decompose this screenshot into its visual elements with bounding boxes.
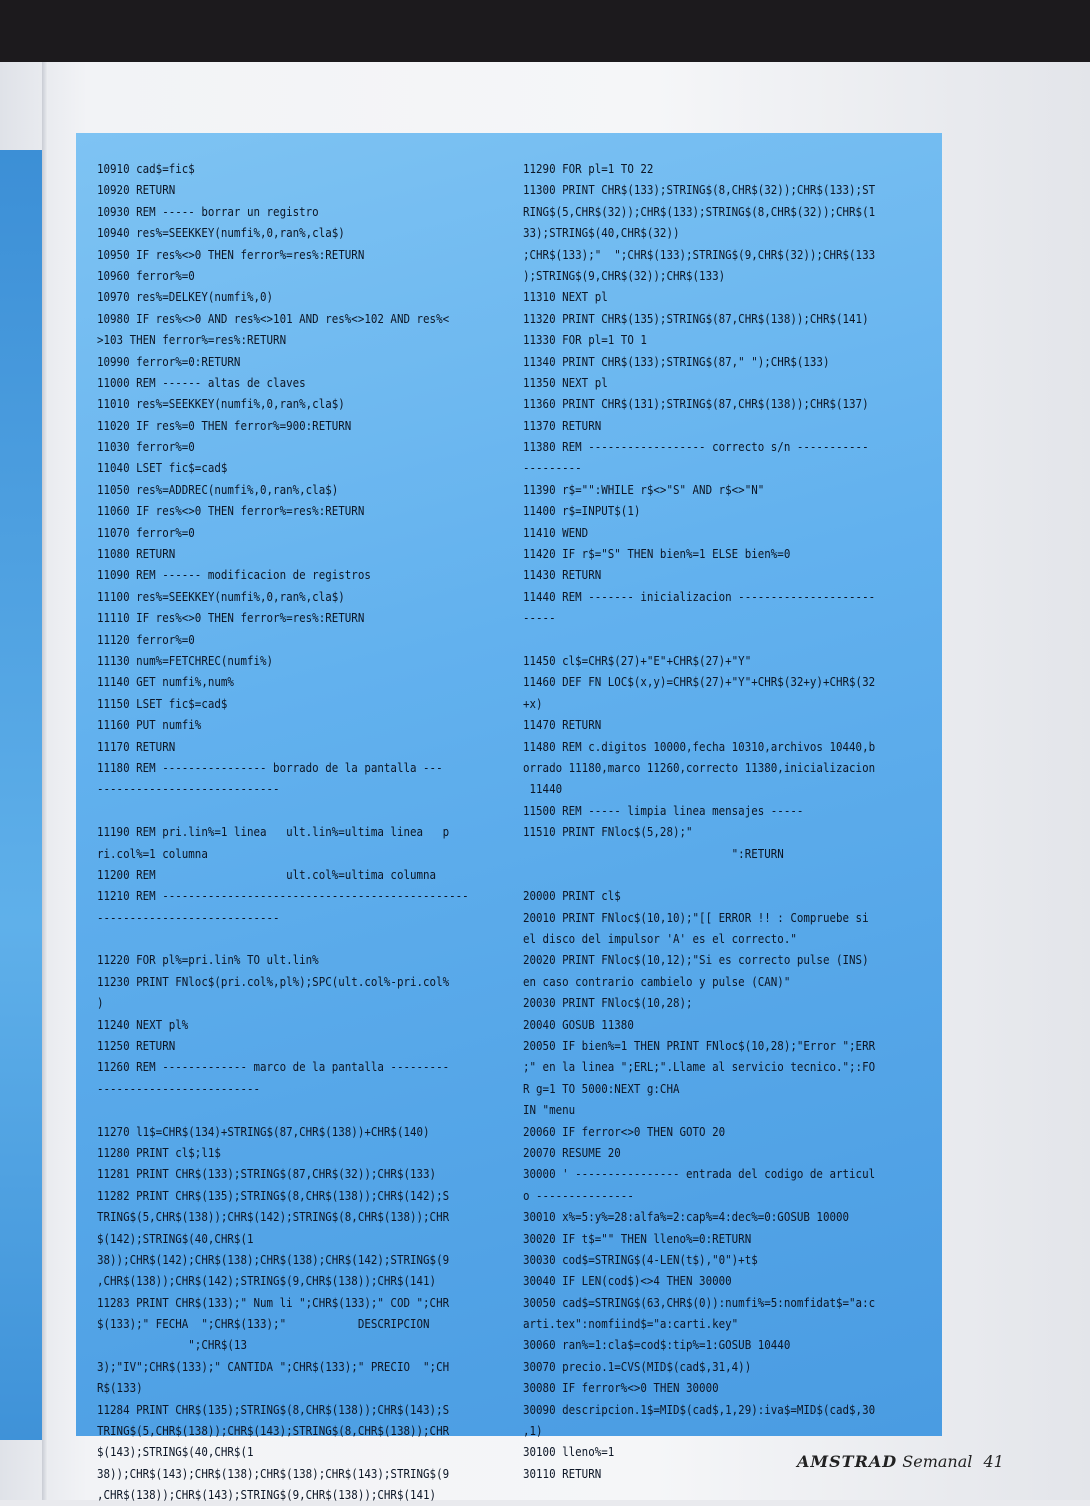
- code-line: 11000 REM ------ altas de claves: [97, 374, 306, 390]
- code-line: 10980 IF res%<>0 AND res%<>101 AND res%<>102 AND res%<: [97, 310, 450, 326]
- code-line: $(133);" FECHA ";CHR$(133);" DESCRIPCION: [97, 1316, 430, 1332]
- code-line: );STRING$(9,CHR$(32));CHR$(133): [523, 267, 726, 283]
- code-line: 11440 REM ------- inicializacion ---------------------: [523, 588, 876, 604]
- code-line: o ---------------: [523, 1187, 634, 1203]
- code-line: ":RETURN: [523, 845, 784, 861]
- code-line: 11510 PRINT FNloc$(5,28);": [523, 824, 693, 840]
- code-line: ---------: [523, 460, 582, 476]
- code-line: -------------------------: [97, 1080, 261, 1096]
- previous-page-strip: [0, 150, 42, 1440]
- code-line: ,CHR$(138));CHR$(143);STRING$(9,CHR$(138));CHR$(141): [97, 1487, 437, 1503]
- code-line: [97, 800, 469, 821]
- code-line: 11370 RETURN: [523, 417, 602, 433]
- code-line: 11360 PRINT CHR$(131);STRING$(87,CHR$(138));CHR$(137): [523, 396, 869, 412]
- magazine-brand: AMSTRAD: [797, 1452, 898, 1471]
- code-line: 30070 precio.1=CVS(MID$(cad$,31,4)): [523, 1358, 752, 1374]
- code-line: 11180 REM ---------------- borrado de la pantalla ---: [97, 759, 443, 775]
- code-line: 11060 IF res%<>0 THEN ferror%=res%:RETURN: [97, 503, 365, 519]
- code-line: arti.tex":nomfiind$="a:carti.key": [523, 1316, 739, 1332]
- code-line: 11290 FOR pl=1 TO 22: [523, 161, 654, 176]
- code-line: 11130 num%=FETCHREC(numfi%): [97, 652, 274, 668]
- code-line: 20000 PRINT cl$: [523, 888, 621, 904]
- code-line: 30050 cad$=STRING$(63,CHR$(0)):numfi%=5:nomfidat$="a:c: [523, 1294, 876, 1310]
- code-line: 11210 REM -----------------------------------------------: [97, 888, 469, 904]
- code-line: 11400 r$=INPUT$(1): [523, 503, 641, 519]
- code-line: 38));CHR$(142);CHR$(138);CHR$(138);CHR$(142);STRING$(9: [97, 1251, 450, 1267]
- code-line: 20010 PRINT FNloc$(10,10);"[[ ERROR !! : Compruebe si: [523, 909, 869, 925]
- page-gutter: [42, 62, 48, 1500]
- code-line: 10990 ferror%=0:RETURN: [97, 353, 241, 369]
- code-line: 30010 x%=5:y%=28:alfa%=2:cap%=4:dec%=0:GOSUB 10000: [523, 1209, 850, 1225]
- code-line: ----------------------------: [97, 909, 280, 925]
- code-line: 11440: [523, 781, 563, 797]
- code-line: 11330 FOR pl=1 TO 1: [523, 332, 647, 348]
- code-line: 11150 LSET fic$=cad$: [97, 695, 228, 711]
- code-line: 11230 PRINT FNloc$(pri.col%,pl%);SPC(ult.col%-pri.col%: [97, 973, 450, 989]
- listing-left-column: [97, 158, 469, 1506]
- code-line: 20070 RESUME 20: [523, 1144, 621, 1160]
- code-line: 11160 PUT numfi%: [97, 717, 202, 733]
- code-line: el disco del impulsor 'A' es el correcto.": [523, 931, 797, 947]
- code-line: 11350 NEXT pl: [523, 374, 608, 390]
- code-line: 10920 RETURN: [97, 182, 176, 198]
- code-line: orrado 11180,marco 11260,correcto 11380,inicializacion: [523, 759, 876, 775]
- code-line: ----------------------------: [97, 781, 280, 797]
- code-line: 30020 IF t$="" THEN lleno%=0:RETURN: [523, 1230, 752, 1246]
- code-line: 11284 PRINT CHR$(135);STRING$(8,CHR$(138));CHR$(143);S: [97, 1401, 450, 1417]
- code-line: 11320 PRINT CHR$(135);STRING$(87,CHR$(138));CHR$(141): [523, 310, 869, 326]
- code-line: IN "menu: [523, 1102, 576, 1118]
- code-line: ;CHR$(133);" ";CHR$(133);STRING$(9,CHR$(32));CHR$(133: [523, 246, 876, 262]
- code-line: 10940 res%=SEEKKEY(numfi%,0,ran%,cla$): [97, 225, 345, 241]
- code-line: ,CHR$(138));CHR$(142);STRING$(9,CHR$(138));CHR$(141): [97, 1273, 437, 1289]
- code-line: 11410 WEND: [523, 524, 589, 540]
- code-line: 30090 descripcion.1$=MID$(cad$,1,29):iva$=MID$(cad$,30: [523, 1401, 876, 1417]
- code-line: 11420 IF r$="S" THEN bien%=1 ELSE bien%=0: [523, 546, 791, 562]
- code-line: ri.col%=1 columna: [97, 845, 208, 861]
- code-line: 20020 PRINT FNloc$(10,12);"Si es correcto pulse (INS): [523, 952, 869, 968]
- code-line: 11310 NEXT pl: [523, 289, 608, 305]
- code-line: $(143);STRING$(40,CHR$(1: [97, 1444, 254, 1460]
- code-line: 30030 cod$=STRING$(4-LEN(t$),"0")+t$: [523, 1251, 758, 1267]
- code-line: 11460 DEF FN LOC$(x,y)=CHR$(27)+"Y"+CHR$(32+y)+CHR$(32: [523, 674, 876, 690]
- code-line: 11260 REM ------------- marco de la pantalla ---------: [97, 1059, 450, 1075]
- code-line: R$(133): [97, 1380, 143, 1396]
- code-line: 11480 REM c.digitos 10000,fecha 10310,archivos 10440,b: [523, 738, 876, 754]
- code-line: 11250 RETURN: [97, 1038, 176, 1054]
- code-line: $(142);STRING$(40,CHR$(1: [97, 1230, 254, 1246]
- code-line: ;" en la linea ";ERL;".Llame al servicio tecnico.";:FO: [523, 1059, 876, 1075]
- code-line: 30000 ' ---------------- entrada del codigo de articul: [523, 1166, 876, 1182]
- code-line: 11430 RETURN: [523, 567, 602, 583]
- code-line: 11010 res%=SEEKKEY(numfi%,0,ran%,cla$): [97, 396, 345, 412]
- code-line: 11283 PRINT CHR$(133);" Num li ";CHR$(133);" COD ";CHR: [97, 1294, 450, 1310]
- page-footer: [797, 1452, 1004, 1471]
- code-line: 20060 IF ferror<>0 THEN GOTO 20: [523, 1123, 726, 1139]
- code-line: 33);STRING$(40,CHR$(32)): [523, 225, 680, 241]
- code-line: 11240 NEXT pl%: [97, 1016, 189, 1032]
- code-line: 30100 lleno%=1: [523, 1444, 615, 1460]
- code-line: 11080 RETURN: [97, 546, 176, 562]
- code-line: ";CHR$(13: [97, 1337, 247, 1353]
- code-line: 20040 GOSUB 11380: [523, 1016, 634, 1032]
- code-line: [523, 864, 875, 885]
- code-line: 11300 PRINT CHR$(133);STRING$(8,CHR$(32));CHR$(133);ST: [523, 182, 876, 198]
- code-line: 11020 IF res%=0 THEN ferror%=900:RETURN: [97, 417, 352, 433]
- code-line: 10960 ferror%=0: [97, 267, 195, 283]
- code-line: 11030 ferror%=0: [97, 439, 195, 455]
- code-line: ): [97, 995, 104, 1011]
- code-line: >103 THEN ferror%=res%:RETURN: [97, 332, 287, 348]
- code-line: 11170 RETURN: [97, 738, 176, 754]
- code-line: 11120 ferror%=0: [97, 631, 195, 647]
- code-line: 11140 GET numfi%,num%: [97, 674, 234, 690]
- code-line: 11200 REM ult.col%=ultima columna: [97, 866, 437, 882]
- code-line: TRING$(5,CHR$(138));CHR$(142);STRING$(8,CHR$(138));CHR: [97, 1209, 450, 1225]
- code-line: 11110 IF res%<>0 THEN ferror%=res%:RETURN: [97, 610, 365, 626]
- code-line: 11500 REM ----- limpia linea mensajes -----: [523, 802, 804, 818]
- code-line: +x): [523, 695, 543, 711]
- code-line: 10950 IF res%<>0 THEN ferror%=res%:RETURN: [97, 246, 365, 262]
- code-line: 38));CHR$(143);CHR$(138);CHR$(138);CHR$(143);STRING$(9: [97, 1465, 450, 1481]
- code-line: 11190 REM pri.lin%=1 linea ult.lin%=ultima linea p: [97, 824, 450, 840]
- code-line: 11340 PRINT CHR$(133);STRING$(87," ");CHR$(133): [523, 353, 830, 369]
- code-line: 11220 FOR pl%=pri.lin% TO ult.lin%: [97, 952, 319, 968]
- code-line: ,1): [523, 1423, 543, 1439]
- code-line: en caso contrario cambielo y pulse (CAN)": [523, 973, 791, 989]
- code-line: 11100 res%=SEEKKEY(numfi%,0,ran%,cla$): [97, 588, 345, 604]
- code-line: 20030 PRINT FNloc$(10,28);: [523, 995, 693, 1011]
- code-line: R g=1 TO 5000:NEXT g:CHA: [523, 1080, 680, 1096]
- code-line: 30040 IF LEN(cod$)<>4 THEN 30000: [523, 1273, 732, 1289]
- code-line: [523, 629, 875, 650]
- code-line: [97, 1099, 469, 1120]
- code-line: 30060 ran%=1:cla$=cod$:tip%=1:GOSUB 10440: [523, 1337, 791, 1353]
- code-line: 11090 REM ------ modificacion de registros: [97, 567, 371, 583]
- code-line: 20050 IF bien%=1 THEN PRINT FNloc$(10,28);"Error ";ERR: [523, 1038, 876, 1054]
- code-line: [97, 928, 469, 949]
- listing-right-column: [523, 158, 875, 1484]
- code-line: 11390 r$="":WHILE r$<>"S" AND r$<>"N": [523, 481, 765, 497]
- code-line: RING$(5,CHR$(32));CHR$(133);STRING$(8,CHR$(32));CHR$(1: [523, 203, 876, 219]
- code-line: 11470 RETURN: [523, 717, 602, 733]
- code-line: TRING$(5,CHR$(138));CHR$(143);STRING$(8,CHR$(138));CHR: [97, 1423, 450, 1439]
- code-line: 11280 PRINT cl$;l1$: [97, 1144, 221, 1160]
- code-line: 10910 cad$=fic$: [97, 161, 195, 176]
- page-number: 41: [983, 1452, 1004, 1471]
- code-line: 11270 l1$=CHR$(134)+STRING$(87,CHR$(138))+CHR$(140): [97, 1123, 430, 1139]
- code-line: -----: [523, 610, 556, 626]
- magazine-subtitle: Semanal: [902, 1452, 973, 1471]
- code-line: 3);"IV";CHR$(133);" CANTIDA ";CHR$(133);" PRECIO ";CH: [97, 1358, 450, 1374]
- code-line: 11282 PRINT CHR$(135);STRING$(8,CHR$(138));CHR$(142);S: [97, 1187, 450, 1203]
- code-line: 30080 IF ferror%<>0 THEN 30000: [523, 1380, 719, 1396]
- code-line: 10930 REM ----- borrar un registro: [97, 203, 319, 219]
- code-line: 11380 REM ------------------ correcto s/n -----------: [523, 439, 869, 455]
- code-line: 11281 PRINT CHR$(133);STRING$(87,CHR$(32));CHR$(133): [97, 1166, 437, 1182]
- code-line: 11040 LSET fic$=cad$: [97, 460, 228, 476]
- code-line: 11450 cl$=CHR$(27)+"E"+CHR$(27)+"Y": [523, 652, 752, 668]
- scan-top-band: [0, 0, 1090, 62]
- code-line: 11050 res%=ADDREC(numfi%,0,ran%,cla$): [97, 481, 339, 497]
- code-line: 30110 RETURN: [523, 1465, 602, 1481]
- code-line: 11070 ferror%=0: [97, 524, 195, 540]
- code-line: 10970 res%=DELKEY(numfi%,0): [97, 289, 274, 305]
